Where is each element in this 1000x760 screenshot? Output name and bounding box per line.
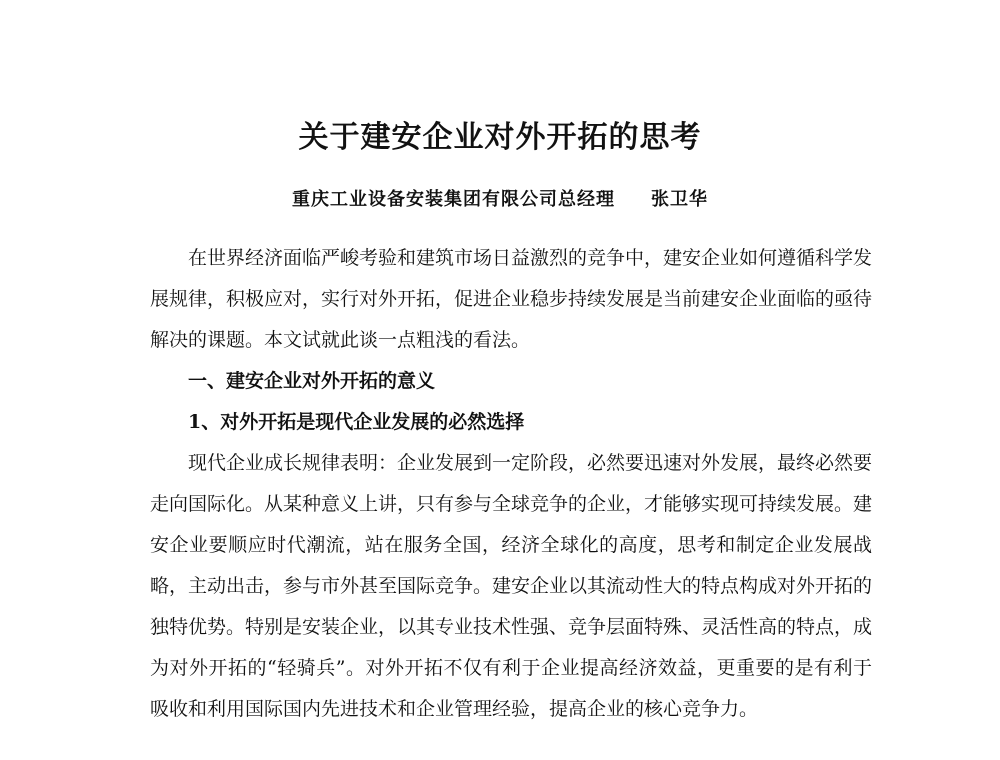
- byline: [0, 186, 1000, 214]
- article-body: [150, 238, 872, 730]
- author-affiliation: 重庆工业设备安装集团有限公司总经理: [292, 189, 615, 210]
- subsection-heading: 1、对外开拓是现代企业发展的必然选择: [188, 411, 525, 433]
- paragraph-intro: 在世界经济面临严峻考验和建筑市场日益激烈的竞争中，建安企业如何遵循科学发展规律，积极应对，实行对外开拓，促进企业稳步持续发展是当前建安企业面临的亟待解决的课题。本文试就此谈一点粗浅的看法。: [150, 247, 873, 351]
- section-heading: 一、建安企业对外开拓的意义: [188, 370, 436, 392]
- author-name: 张卫华: [651, 189, 708, 210]
- paragraph-body: 现代企业成长规律表明：企业发展到一定阶段，必然要迅速对外发展，最终必然要走向国际化。从某种意义上讲，只有参与全球竞争的企业，才能够实现可持续发展。建安企业要顺应时代潮流，站在服务全国，经济全球化的高度，思考和制定企业发展战略，主动出击，参与市外甚至国际竞争。建安企业以其流动性大的特点构成对外开拓的独特优势。特别是安装企业，以其专业技术性强、竞争层面特殊、灵活性高的特点，成为对外开拓的“轻骑兵”。对外开拓不仅有利于企业提高经济效益，更重要的是有利于吸收和利用国际国内先进技术和企业管理经验，提高企业的核心竞争力。: [150, 452, 873, 720]
- document-title: 关于建安企业对外开拓的思考: [298, 120, 702, 155]
